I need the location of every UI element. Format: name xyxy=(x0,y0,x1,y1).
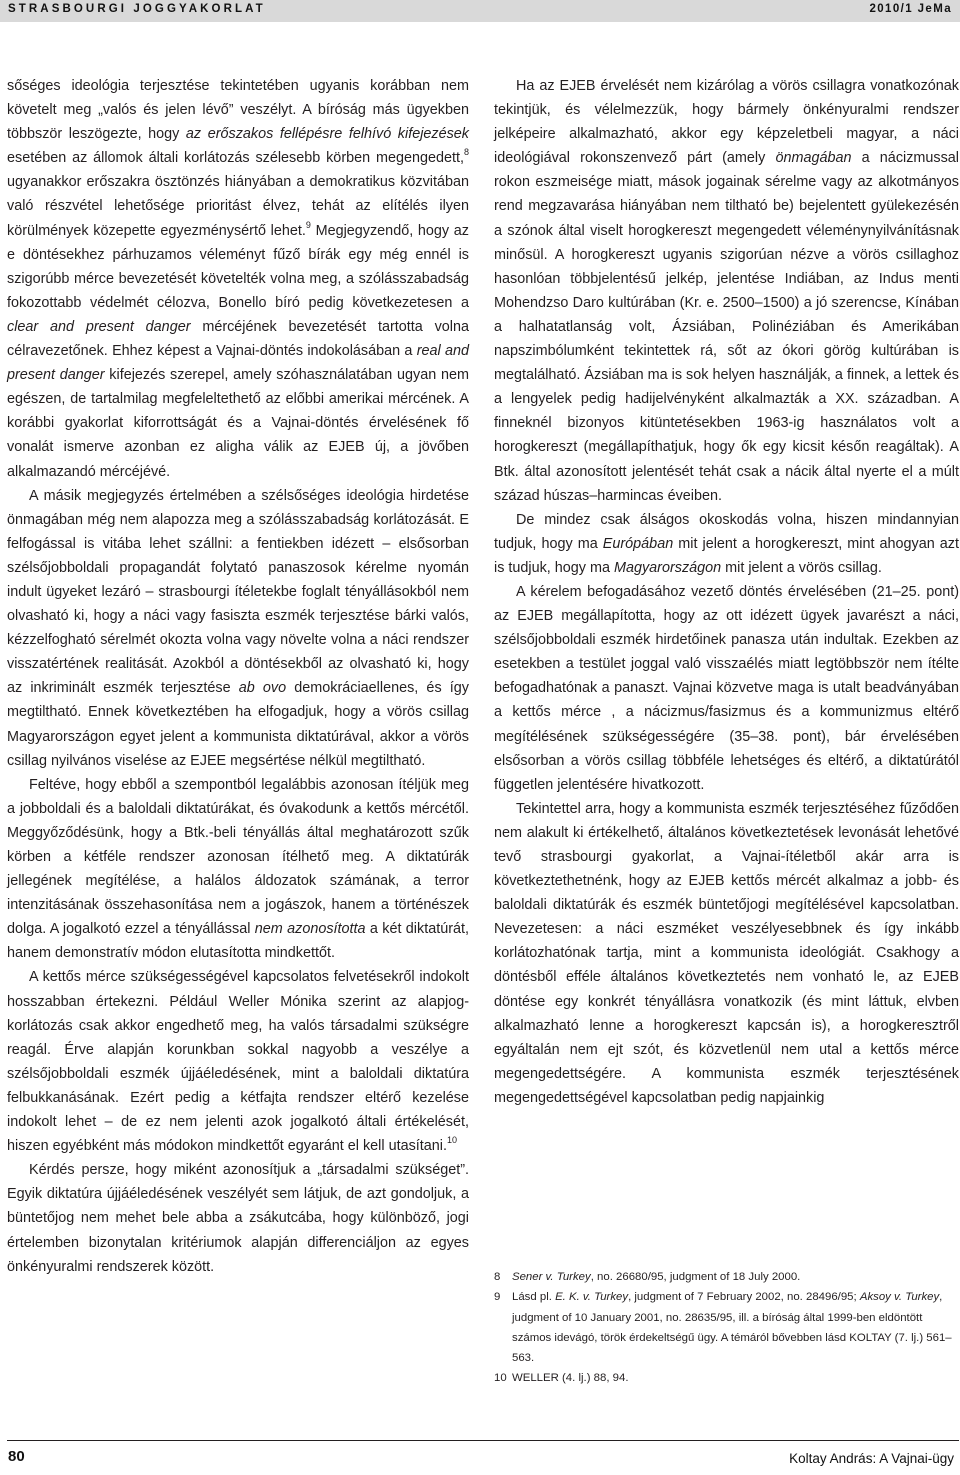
paragraph xyxy=(494,74,959,508)
italic-text: az erőszakos fellépésre felhívó kifejezések xyxy=(185,126,469,143)
footnote-ref: 10 xyxy=(446,1135,457,1146)
issue-label: 2010/1 JeMa xyxy=(869,3,952,15)
text-run: , judgment of 7 February 2002, no. 28496/95; xyxy=(628,1291,860,1304)
text-run: Ha az EJEB érvelését nem kizárólag a vörös csillagra vonatkozónak tekintjük, és vélelmezzük, hogy bármely önkényuralmi rendszer jelképeire alkalmazható, akkor egy képzeletbeli magyar, a náci ideológiával rokonszenvező párt (amely xyxy=(494,78,959,167)
italic-text: Európában xyxy=(602,535,674,552)
italic-text: önmagában xyxy=(775,150,852,167)
footnote-number: 8 xyxy=(494,1271,501,1283)
paragraph xyxy=(494,580,959,797)
italic-text: real and present danger xyxy=(7,343,469,384)
footnote-number: 9 xyxy=(494,1291,501,1304)
text-run: a nácizmussal rokon eszmeisége miatt, mások jogainak sérelme vagy az alkotmányos rend megzavarása hiányában nem tiltható be) bejelentett gyülekezésén a szónok által viselt horogkereszt megengedett véleménynyilvánításnak minősül. A horogkereszt ugyanis szigorúan nézve a vörös csillaghoz hasonlóan többjelentésű jelkép, jelentése Indiában, az Indus menti Mohendzso Daro kultúrában (Kr. e. 2500–1500) a jó szerencse, Kínában a halhatatlanság volt, Ázsiában, Polinéziában és Amerikában napszimbólumként tekintettek rá, sőt az ókori görög kultúrában is megtalálható. Ázsiában ma is sok helyen használják, a finnek, a lettek és a lengyelek pedig hadijelvényként alkalmazták a XX. században. A finneknél bizonyos kitüntetésekben 1963-ig használatos volt a horogkereszt (megállapíthatjuk, hogy ők egy kicsit későn reagáltak). A Btk. által azonosított jelentését tehát csak a nácik által nyerte el a múlt század húszas–harmincas éveiben. xyxy=(494,150,959,504)
italic-text: Sener v. Turkey xyxy=(512,1271,591,1283)
text-run: Kérdés persze, hogy miként azonosítjuk a „társadalmi szükséget”. Egyik diktatúra újjáéledésének veszélyét sem látjuk, de azt gondoljuk, a büntetőjog nem mehet bele abba a zsákutcába, hogy különböző, jogi értelemben bizonytalan kritériumok alapján differenciáljon az egyes önkényuralmi rendszerek között. xyxy=(7,1162,469,1275)
text-run: A kérelem befogadásához vezető döntés érvelésében (21–25. pont) az EJEB megállapította, hogy az ott idézett ügyek javarészt a náci, szélsőjobboldali eszmék hirdetőinek panasza után indultak. Ezekben az esetekben a testület joggal való visszaélés miatt legtöbbször nem ítélte befogadhatónak a panaszt. Vajnai közvetve maga is utalt beadványában a kettős mérce , a nácizmus/fasizmus és a kommunizmus eltérő megítélésének szükségességére (35–38. pont), bár érvelésében elsősorban a vörös csillag többféle lehetséges és eltérő, a diktatúrától független jelentésére hivatkozott. xyxy=(494,583,959,793)
footnote-ref: 8 xyxy=(463,147,469,158)
left-column xyxy=(7,74,469,1279)
italic-text: nem azonosította xyxy=(254,921,366,938)
paragraph xyxy=(494,508,959,580)
footnote-number: 10 xyxy=(494,1372,507,1385)
paragraph xyxy=(7,74,469,484)
text-run: A másik megjegyzés értelmében a szélsőséges ideológia hirdetése önmagában még nem alapozza meg a szólásszabadság korlátozását. E felfogással is vitába lehet szállni: a fentiekben idézett – elsősorban szélsőjobboldali propagandát folytató panaszosok kérelme nyomán indult ügyeket lezáró – strasbourgi ítéletekbe foglalt tényállásokból nem olvasható ki, hogy a náci vagy fasiszta eszmék terjesztése bárki valós, kézzelfogható sérelmét okozta volna vagy növelte volna a náci rendszer visszatértének realitását. Azokból a döntésekből az olvasható ki, hogy az inkriminált eszmék terjesztése xyxy=(7,487,469,697)
text-run: sőséges ideológia terjesztése tekintetében ugyanis korábban nem követelt meg „valós és jelen lévő” veszélyt. A bíróság más ügyekben többször leszögezte, hogy xyxy=(7,78,469,143)
running-header xyxy=(0,0,960,22)
text-run: demokráciaellenes, és így megtiltható. Ennek következtében ha elfogadjuk, hogy a vörös csillag Magyarországon egyet jelent a kommunista diktatúrával, akkor a vörös csillag nyilvános viselése az EJEE megsértése nélkül megtiltható. xyxy=(7,680,469,769)
footnote-text xyxy=(512,1368,959,1388)
italic-text: E. K. v. Turkey xyxy=(555,1291,629,1304)
footer-divider xyxy=(7,1440,959,1441)
footnote xyxy=(494,1368,959,1388)
paragraph xyxy=(7,965,469,1158)
footnote xyxy=(494,1267,959,1287)
journal-title: STRASBOURGI JOGGYAKORLAT xyxy=(8,3,266,15)
text-run: Megjegyzendő, hogy az e döntésekhez párhuzamos véleményt fűző bírák egy még ennél is szigorúbb mérce bevezetését követelték volna meg, a szólásszabadság fokozottabb védelmét célozva, Bonello bíró pedig következetesen a xyxy=(7,222,469,311)
running-footer-title: Koltay András: A Vajnai-ügy xyxy=(789,1451,954,1466)
footnote-text xyxy=(512,1267,959,1287)
paragraph xyxy=(494,797,959,1110)
italic-text: Magyarországon xyxy=(613,559,722,576)
footnote-ref: 9 xyxy=(305,219,311,230)
text-run: mércéjének bevezetését tartotta volna célravezetőnek. Ehhez képest a Vajnai-döntés indokolásában a xyxy=(7,318,469,360)
text-run: , judgment of 10 January 2001, no. 28635/95, ill. a bíróság által 1999-ben eldöntött számos idevágó, török érdekeltségű ügy. A témáról bővebben lásd KOLTAY (7. lj.) 561–563. xyxy=(512,1291,952,1365)
paragraph xyxy=(7,484,469,773)
text-run: esetében az állomok általi korlátozás szélesebb körben megengedett, xyxy=(7,150,464,167)
text-run: Lásd pl. xyxy=(512,1291,556,1304)
paragraph xyxy=(7,1158,469,1278)
italic-text: clear and present danger xyxy=(7,318,191,335)
text-run: mit jelent a vörös csillag. xyxy=(721,559,882,576)
text-run: A kettős mérce szükségességével kapcsolatos felvetésekről indokolt hosszabban értekezni. Például Weller Mónika szerint az alapjog-korlátozás csak akkor engedhető meg, ha valós társadalmi szükségre reagál. Érve alapján korunkban sokkal nagyobb a veszélye a szélsőjobboldali eszmék újjáéledésének, mint a baloldali diktatúra felbukkanásának. Ezért pedig a kétfajta rendszer eltérő kezelése indokolt lehet – de ez nem jelenti azok jogalkotó általi értékelését, hiszen egyébként más módokon mindkettőt egyaránt el kell utasítani. xyxy=(7,969,469,1155)
text-run: kifejezés szerepel, amely szóhasználatában ugyan nem egészen, de tartalmilag megfeleltethető az előbbi amerikai mércének. A korábbi gyakorlat kiforrottságát és a Vajnai-döntés érvelésének fő vonalát ismerve azonban ez aligha válik az EJEB új, a jövőben alkalmazandó mércéjévé. xyxy=(7,367,469,480)
right-column xyxy=(494,74,959,1110)
text-run: , no. 26680/95, judgment of 18 July 2000. xyxy=(590,1271,801,1283)
text-run: mit jelent a horogkereszt, mint ahogyan azt is tudjuk, hogy ma xyxy=(494,535,959,576)
paragraph xyxy=(7,773,469,966)
italic-text: Aksoy v. Turkey xyxy=(859,1291,940,1304)
text-run: a két diktatúrát, hanem demonstratív módon elutasította mindkettőt. xyxy=(7,921,469,962)
page-number: 80 xyxy=(8,1448,25,1465)
text-run: De mindez csak álságos okoskodás volna, hiszen mindannyian tudjuk, hogy ma xyxy=(494,511,959,552)
footnote xyxy=(494,1287,959,1368)
footnotes xyxy=(494,1267,959,1389)
text-run: Feltéve, hogy ebből a szempontból legalábbis azonosan ítéljük meg a jobboldali és a baloldali diktatúrákat, és óvakodunk a kettős mércétől. Meggyőződésünk, hogy a Btk.-beli tényállás által meghatározott szűk körben a kétféle rendszer azonosan ítélhető meg. A diktatúrák jellegének megítélése, a halálos áldozatok számának, a terror intenzitásának összehasonítása nem a jogászok, hanem a történészek dolga. A jogalkotó ezzel a tényállással xyxy=(7,776,469,938)
text-run: WELLER (4. lj.) 88, 94. xyxy=(512,1372,629,1385)
text-run: ugyanakkor erőszakra ösztönzés hiányában a demokratikus közvitában való részvétel lehetősége prioritást élvez, tehát az elítélés ilyen körülmények közepette egyezménysértő lehet. xyxy=(7,174,469,239)
text-run: Tekintettel arra, hogy a kommunista eszmék terjesztéséhez fűződően nem alakult ki értékelhető, általános következtetések levonását lehetővé tevő strasbourgi gyakorlat, a Vajnai-ítéletből akár arra is következtethetnénk, hogy az EJEB kettős mércét alkalmaz a jobb- és baloldali diktatúrák és eszmék büntetőjogi megítélésével kapcsolatban. Nevezetesen: a náci eszméket veszélyesebbnek és így inkább korlátozhatónak tartja, mint a kommunista ideológiát. Csakhogy a döntésből efféle általános következtetés nem vonható le, az EJEB döntése egy konkrét tényállásra vonatkozik (és mint láttuk, elvben alkalmazható lenne a horogkereszt kapcsán is), a horogkeresztről egyáltalán nem ejt szót, és közvetlenül nem utal a kettős mérce megengedettségére. A kommunista eszmék terjesztésének megengedettségével kapcsolatban pedig napjainkig xyxy=(494,800,959,1106)
footnote-text xyxy=(512,1287,959,1368)
italic-text: ab ovo xyxy=(238,680,287,697)
